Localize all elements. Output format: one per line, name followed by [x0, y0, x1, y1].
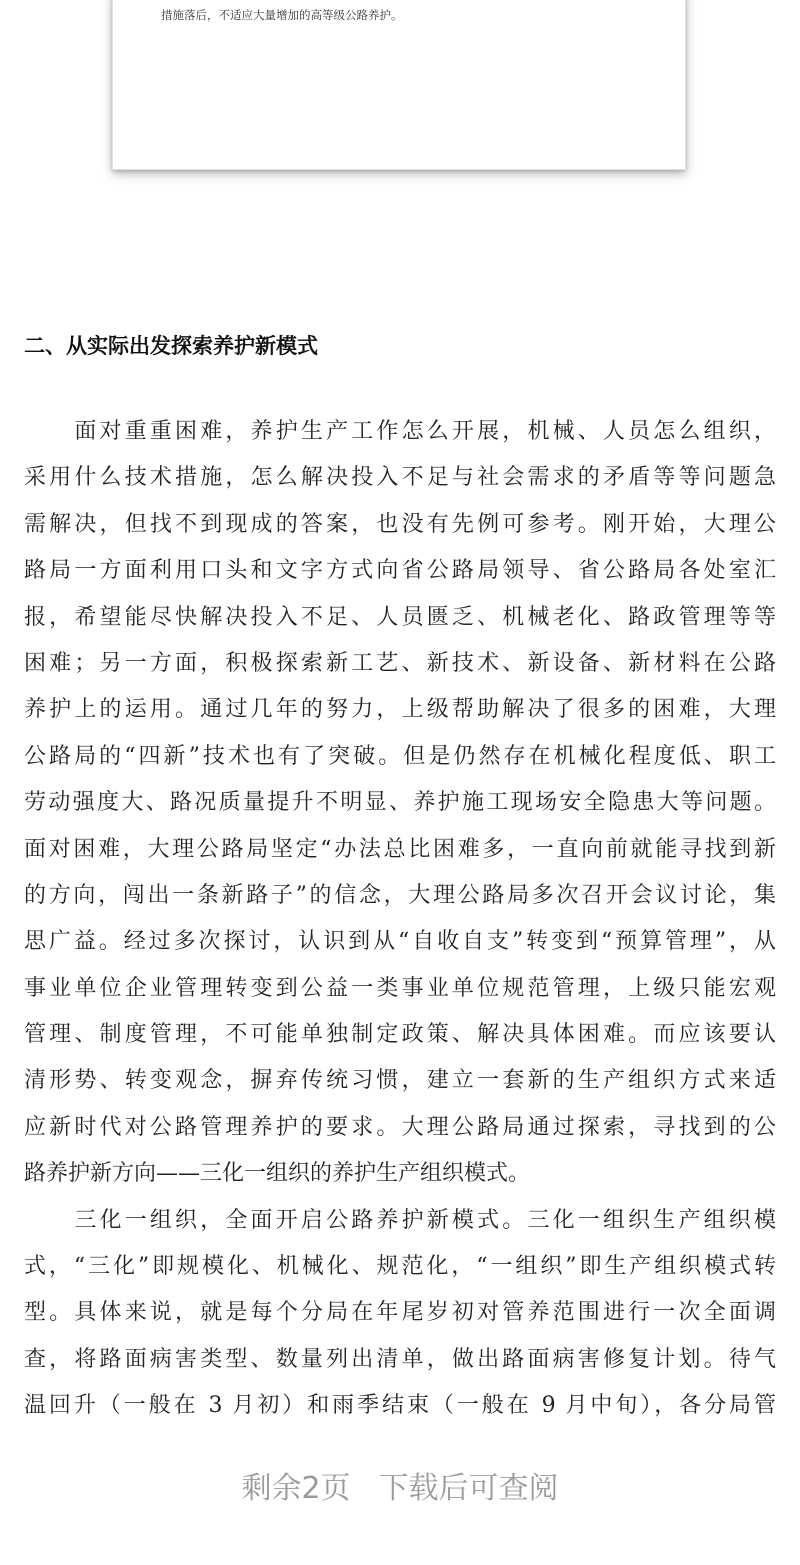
body-line: 困难；另一方面，积极探索新工艺、新技术、新设备、新材料在公路	[24, 650, 776, 676]
body-line: 清形势、转变观念，摒弃传统习惯，建立一套新的生产组织方式来适	[24, 1068, 776, 1094]
body-line: 温回升（一般在 3 月初）和雨季结束（一般在 9 月中旬），各分局管	[24, 1393, 776, 1419]
body-line: 事业单位企业管理转变到公益一类事业单位规范管理，上级只能宏观	[24, 975, 776, 1001]
body-line: 的方向，闯出一条新路子”的信念，大理公路局多次召开会议讨论，集	[24, 882, 776, 908]
body-line: 型。具体来说，就是每个分局在年尾岁初对管养范围进行一次全面调	[24, 1300, 776, 1326]
download-prompt[interactable]	[0, 1462, 800, 1516]
body-line: 面对重重困难，养护生产工作怎么开展，机械、人员怎么组织，	[24, 419, 776, 444]
body-line: 应新时代对公路管理养护的要求。大理公路局通过探索，寻找到的公	[24, 1114, 776, 1140]
body-line: 报，希望能尽快解决投入不足、人员匮乏、机械老化、路政管理等等	[24, 604, 776, 630]
body-line: 查，将路面病害类型、数量列出清单，做出路面病害修复计划。待气	[24, 1346, 776, 1372]
body-line: 采用什么技术措施，怎么解决投入不足与社会需求的矛盾等等问题急	[24, 465, 776, 491]
body-line: 劳动强度大、路况质量提升不明显、养护施工现场安全隐患大等问题。	[24, 790, 776, 816]
body-line: 思广益。经过多次探讨，认识到从“自收自支”转变到“预算管理”，从	[24, 929, 776, 955]
body-line: 管理、制度管理，不可能单独制定政策、解决具体困难。而应该要认	[24, 1022, 776, 1048]
download-to-view-text[interactable]: 下载后可查阅	[378, 1471, 559, 1506]
body-line: 路养护新方向——三化一组织的养护生产组织模式。	[24, 1161, 531, 1187]
previous-page-card	[112, 0, 686, 170]
section-heading: 二、从实际出发探索养护新模式	[24, 334, 318, 358]
remaining-pages-text[interactable]: 剩余2页	[241, 1471, 351, 1506]
body-line: 公路局的“四新”技术也有了突破。但是仍然存在机械化程度低、职工	[24, 743, 776, 769]
body-line: 面对困难，大理公路局坚定“办法总比困难多，一直向前就能寻找到新	[24, 836, 776, 862]
body-line: 需解决，但找不到现成的答案，也没有先例可参考。刚开始，大理公	[24, 511, 776, 537]
body-line: 式，“三化”即规模化、机械化、规范化，“一组织”即生产组织模式转	[24, 1254, 776, 1280]
card-text: 措施落后，不适应大量增加的高等级公路养护。	[161, 8, 403, 22]
body-line: 三化一组织，全面开启公路养护新模式。三化一组织生产组织模	[24, 1207, 776, 1233]
body-line: 养护上的运用。通过几年的努力，上级帮助解决了很多的困难，大理	[24, 697, 776, 723]
body-text	[24, 409, 776, 1430]
body-line: 路局一方面利用口头和文字方式向省公路局领导、省公路局各处室汇	[24, 558, 776, 584]
